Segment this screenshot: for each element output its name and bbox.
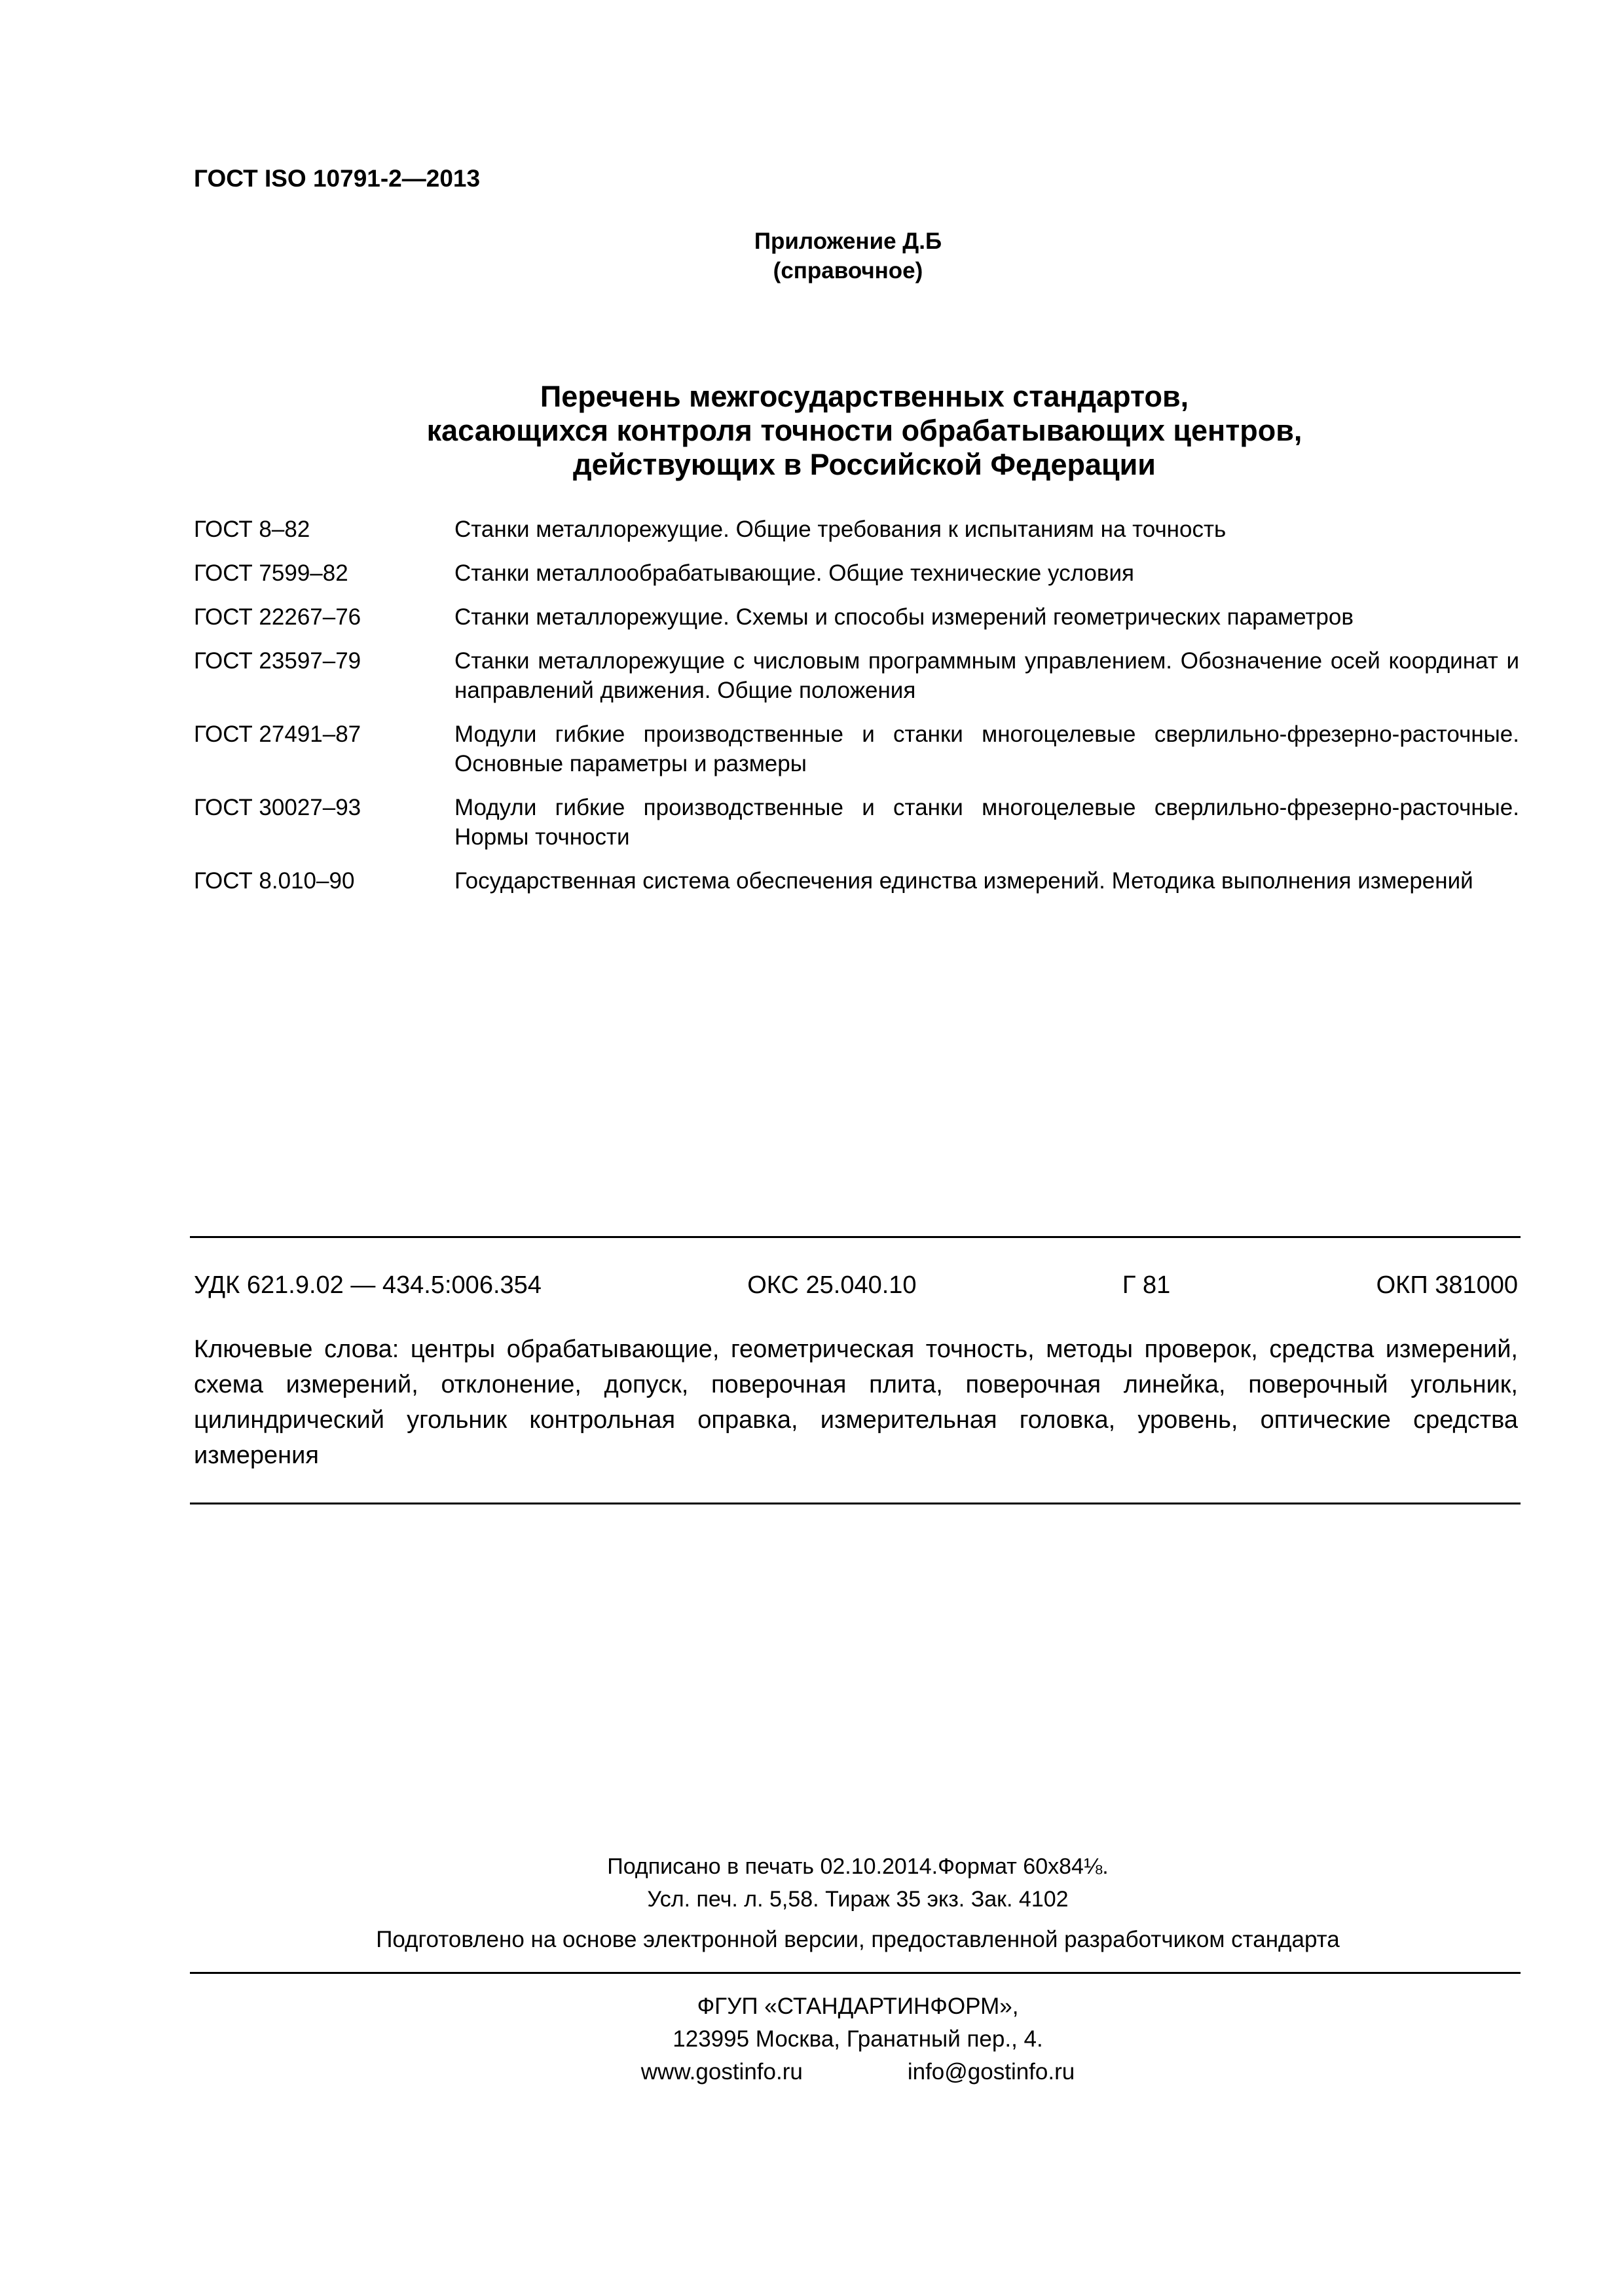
divider: [190, 1503, 1521, 1504]
list-item: [194, 515, 1519, 544]
standard-code: ГОСТ 30027–93: [194, 795, 361, 820]
standard-title: Станки металлорежущие с числовым программным управлением. Обозначение осей координат и направлений движения. Общие положения: [454, 648, 1519, 703]
list-item: [194, 720, 1519, 778]
imprint: [196, 1850, 1519, 1916]
standard-title: Станки металлообрабатывающие. Общие технические условия: [454, 560, 1134, 586]
prepared-note: Подготовлено на основе электронной версии, предоставленной разработчиком стандарта: [376, 1927, 1340, 1952]
publisher-email-link[interactable]: info@gostinfo.ru: [907, 2059, 1075, 2085]
standards-list: [194, 515, 1519, 910]
classification-line: [194, 1271, 1518, 1300]
standard-title: Станки металлорежущие. Схемы и способы измерений геометрических параметров: [454, 604, 1354, 630]
page-title: [196, 380, 1532, 482]
standard-title: Модули гибкие производственные и станки многоцелевые сверлильно-фрезерно-расточные. Основные параметры и размеры: [454, 721, 1519, 776]
appendix-heading: [655, 227, 1041, 285]
standard-code: ГОСТ 22267–76: [194, 604, 361, 630]
standard-title: Станки металлорежущие. Общие требования к испытаниям на точность: [454, 517, 1227, 542]
title-line-2: касающихся контроля точности обрабатывающих центров,: [426, 414, 1302, 447]
title-line-1: Перечень межгосударственных стандартов,: [540, 380, 1189, 413]
list-item: [194, 866, 1519, 896]
list-item: [194, 793, 1519, 852]
group-code: Г 81: [1122, 1271, 1171, 1299]
divider: [190, 1236, 1521, 1238]
title-line-3: действующих в Российской Федерации: [573, 448, 1156, 481]
appendix-subtitle: (справочное): [773, 258, 923, 283]
publisher-address: 123995 Москва, Гранатный пер., 4.: [673, 2026, 1043, 2052]
standard-code: ГОСТ 8–82: [194, 517, 310, 542]
publisher-block: [196, 1990, 1519, 2088]
udk-code: УДК 621.9.02 — 434.5:006.354: [194, 1271, 542, 1299]
list-item: [194, 602, 1519, 632]
document-code: ГОСТ ISO 10791-2—2013: [194, 165, 481, 192]
publisher-website-link[interactable]: www.gostinfo.ru: [640, 2059, 803, 2085]
divider: [190, 1972, 1521, 1974]
standard-code: ГОСТ 8.010–90: [194, 868, 355, 894]
imprint-line-2: Усл. печ. л. 5,58. Тираж 35 экз. Зак. 4102: [647, 1887, 1069, 1912]
publisher-name: ФГУП «СТАНДАРТИНФОРМ»,: [697, 1994, 1019, 2019]
appendix-title: Приложение Д.Б: [754, 228, 942, 254]
publisher-contacts: [196, 2056, 1519, 2088]
okp-code: ОКП 381000: [1376, 1271, 1518, 1299]
standard-code: ГОСТ 7599–82: [194, 560, 348, 586]
standard-title: Государственная система обеспечения единства измерений. Методика выполнения измерений: [454, 868, 1473, 894]
standard-title: Модули гибкие производственные и станки многоцелевые сверлильно-фрезерно-расточные. Нормы точности: [454, 795, 1519, 850]
list-item: [194, 558, 1519, 588]
list-item: [194, 646, 1519, 705]
oks-code: ОКС 25.040.10: [747, 1271, 917, 1299]
imprint-line-1: Подписано в печать 02.10.2014.Формат 60х84⅛.: [607, 1854, 1109, 1879]
standard-code: ГОСТ 27491–87: [194, 721, 361, 747]
standard-code: ГОСТ 23597–79: [194, 648, 361, 674]
keywords: Ключевые слова: центры обрабатывающие, геометрическая точность, методы проверок, средства измерений, схема измерений, отклонение, допуск, поверочная плита, поверочная линейка, поверочный угольник, цилиндрический угольник контрольная оправка, измерительная головка, уровень, оптические средства измерения: [194, 1336, 1518, 1469]
